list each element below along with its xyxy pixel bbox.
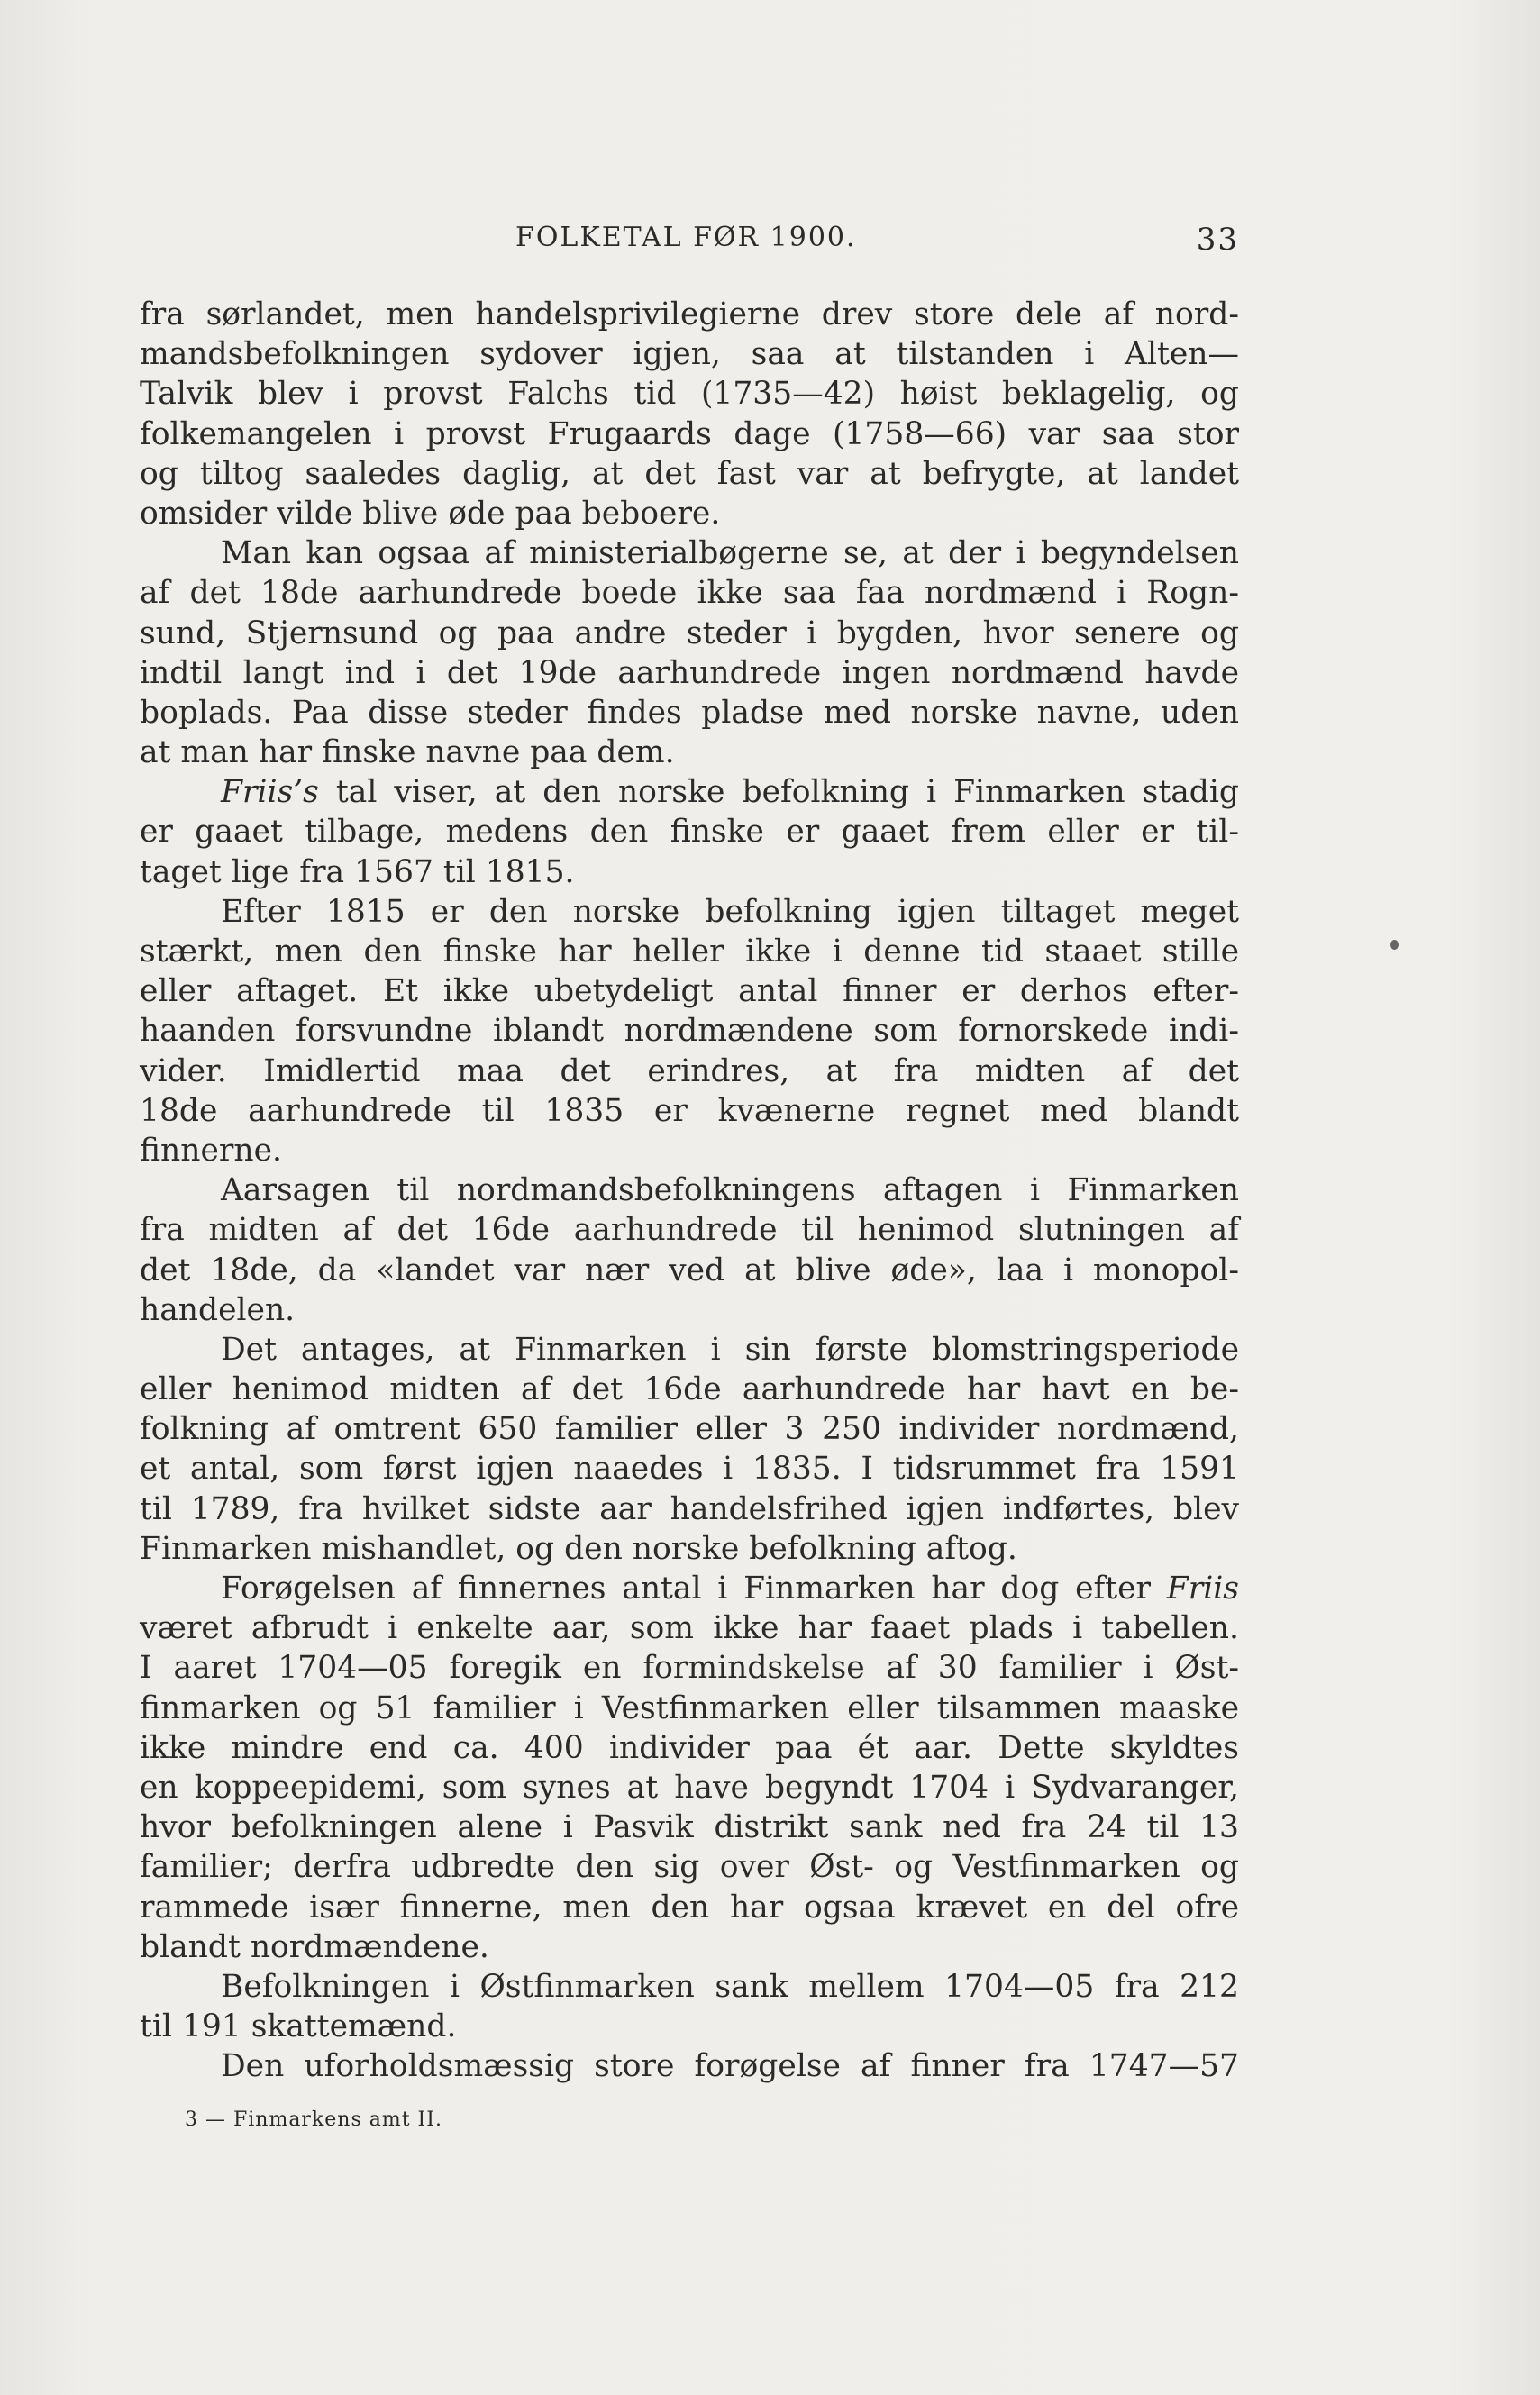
print-speck xyxy=(1390,940,1399,950)
text-line xyxy=(140,1370,1239,1409)
text-line xyxy=(140,414,1239,454)
text-line xyxy=(140,1648,1239,1688)
text-line-content: til 1789, fra hvilket sidste aar handelsfrihed igjen indførtes, blev xyxy=(140,1490,1239,1527)
text-line-content: finnerne. xyxy=(140,1132,282,1169)
text-line xyxy=(140,494,1239,533)
text-line-content: et antal, som først igjen naaedes i 1835. I tidsrummet fra 1591 xyxy=(140,1451,1239,1488)
emphasis: Friis xyxy=(1166,1571,1239,1607)
text-line-content: fra midten af det 16de aarhundrede til henimod slutningen af xyxy=(140,1212,1239,1249)
text-line xyxy=(140,1330,1239,1370)
text-line-content: handelen. xyxy=(140,1291,296,1328)
text-line-content: og tiltog saaledes daglig, at det fast var at befrygte, at landet xyxy=(140,455,1239,492)
text-line-content: mandsbefolkningen sydover igjen, saa at tilstanden i Alten— xyxy=(140,336,1239,373)
text-line-content: Den uforholdsmæssig store forøgelse af finner fra 1747—57 xyxy=(221,2048,1239,2085)
text-line-content: Man kan ogsaa af ministerialbøgerne se, at der i begyndelsen xyxy=(221,535,1239,572)
text-line xyxy=(140,892,1239,932)
text-line xyxy=(140,1290,1239,1330)
text-line-content: tal viser, at den norske befolkning i Finmarken stadig xyxy=(318,774,1239,811)
text-line xyxy=(140,614,1239,653)
text-line xyxy=(140,772,1239,812)
text-line-content: boplads. Paa disse steder findes pladse med norske navne, uden xyxy=(140,694,1239,731)
page-header xyxy=(140,222,1239,258)
text-line-content: ikke mindre end ca. 400 individer paa ét aar. Dette skyldtes xyxy=(140,1729,1239,1766)
text-line-content: taget lige fra 1567 til 1815. xyxy=(140,853,575,890)
text-line-content: blandt nordmændene. xyxy=(140,1928,489,1965)
text-line xyxy=(140,1170,1239,1210)
text-line xyxy=(140,1131,1239,1170)
text-line xyxy=(140,971,1239,1011)
text-line-content: Finmarken mishandlet, og den norske befolkning aftog. xyxy=(140,1530,1017,1567)
text-line-content: Talvik blev i provst Falchs tid (1735—42) høist beklagelig, og xyxy=(140,376,1239,413)
text-line-content: at man har finske navne paa dem. xyxy=(140,734,675,771)
text-line xyxy=(140,1808,1239,1847)
footnote: 3 — Finmarkens amt II. xyxy=(185,2108,442,2131)
running-title: FOLKETAL FØR 1900. xyxy=(515,222,857,253)
text-line-content: 18de aarhundrede til 1835 er kvænerne regnet med blandt xyxy=(140,1092,1239,1129)
text-line xyxy=(140,1927,1239,1967)
text-line xyxy=(140,812,1239,851)
text-line xyxy=(140,573,1239,613)
text-line xyxy=(140,1091,1239,1131)
text-line xyxy=(140,1847,1239,1887)
text-line xyxy=(140,334,1239,374)
text-line-content: Det antages, at Finmarken i sin første blomstringsperiode xyxy=(221,1331,1239,1368)
text-line-content: hvor befolkningen alene i Pasvik distrikt sank ned fra 24 til 13 xyxy=(140,1809,1239,1846)
text-line-content: finmarken og 51 familier i Vestfinmarken eller tilsammen maaske xyxy=(140,1689,1239,1726)
text-line-content: familier; derfra udbredte den sig over Øst- og Vestfinmarken og xyxy=(140,1849,1239,1886)
text-line-content: rammede især finnerne, men den har ogsaa krævet en del ofre xyxy=(140,1889,1239,1926)
text-line xyxy=(140,1489,1239,1529)
text-line-content: fra sørlandet, men handelsprivilegierne drev store dele af nord- xyxy=(140,296,1239,332)
text-line xyxy=(140,1251,1239,1290)
text-line xyxy=(140,1449,1239,1489)
text-line xyxy=(140,2007,1239,2046)
text-line xyxy=(140,1728,1239,1768)
text-line xyxy=(140,653,1239,693)
text-line-content: vider. Imidlertid maa det erindres, at fra midten af det xyxy=(140,1052,1239,1089)
text-line-content: indtil langt ind i det 19de aarhundrede ingen nordmænd havde xyxy=(140,654,1239,691)
text-line-content: eller henimod midten af det 16de aarhundrede har havt en be- xyxy=(140,1371,1239,1408)
text-line-content: til 191 skattemænd. xyxy=(140,2008,457,2045)
text-line-content: en koppeepidemi, som synes at have begyndt 1704 i Sydvaranger, xyxy=(140,1769,1239,1806)
text-line xyxy=(140,2046,1239,2086)
text-line xyxy=(140,1052,1239,1091)
text-line xyxy=(140,1689,1239,1728)
emphasis: Friis’s xyxy=(221,774,319,811)
text-line xyxy=(140,693,1239,733)
text-line xyxy=(140,1569,1239,1608)
text-line-content: folkemangelen i provst Frugaards dage (1758—66) var saa stor xyxy=(140,415,1239,452)
text-line xyxy=(140,1011,1239,1051)
text-line xyxy=(140,1768,1239,1808)
text-line xyxy=(140,932,1239,971)
text-line-content: af det 18de aarhundrede boede ikke saa faa nordmænd i Rogn- xyxy=(140,575,1239,612)
text-line-content: stærkt, men den finske har heller ikke i denne tid staaet stille xyxy=(140,933,1239,970)
text-line-content: omsider vilde blive øde paa beboere. xyxy=(140,495,721,532)
text-line-content: det 18de, da «landet var nær ved at blive øde», laa i monopol- xyxy=(140,1252,1239,1289)
page-number: 33 xyxy=(1196,222,1239,258)
text-line-content: været afbrudt i enkelte aar, som ikke har faaet plads i tabellen. xyxy=(140,1610,1239,1647)
text-line xyxy=(140,295,1239,334)
text-line xyxy=(140,374,1239,414)
text-line xyxy=(140,533,1239,573)
text-line-content: Befolkningen i Østfinmarken sank mellem 1704—05 fra 212 xyxy=(221,1968,1239,2005)
text-line xyxy=(140,454,1239,494)
text-line-content: Aarsagen til nordmandsbefolkningens aftagen i Finmarken xyxy=(221,1172,1239,1209)
text-line xyxy=(140,1888,1239,1927)
text-line-content: sund, Stjernsund og paa andre steder i bygden, hvor senere og xyxy=(140,615,1239,651)
body-text xyxy=(140,295,1239,2086)
text-line xyxy=(140,733,1239,772)
text-line-content: Forøgelsen af finnernes antal i Finmarken har dog efter xyxy=(221,1571,1167,1607)
text-line-content: Efter 1815 er den norske befolkning igjen tiltaget meget xyxy=(221,893,1239,930)
text-line-content: er gaaet tilbage, medens den finske er gaaet frem eller er til- xyxy=(140,814,1239,851)
text-line-content: I aaret 1704—05 foregik en formindskelse af 30 familier i Øst- xyxy=(140,1650,1239,1687)
text-line xyxy=(140,1210,1239,1250)
text-line-content: eller aftaget. Et ikke ubetydeligt antal finner er derhos efter- xyxy=(140,973,1239,1010)
text-line xyxy=(140,1608,1239,1648)
text-line xyxy=(140,1409,1239,1449)
text-line xyxy=(140,852,1239,892)
text-line xyxy=(140,1967,1239,2007)
text-line-content: folkning af omtrent 650 familier eller 3 250 individer nordmænd, xyxy=(140,1411,1239,1448)
text-line xyxy=(140,1529,1239,1569)
text-line-content: haanden forsvundne iblandt nordmændene som fornorskede indi- xyxy=(140,1013,1239,1050)
